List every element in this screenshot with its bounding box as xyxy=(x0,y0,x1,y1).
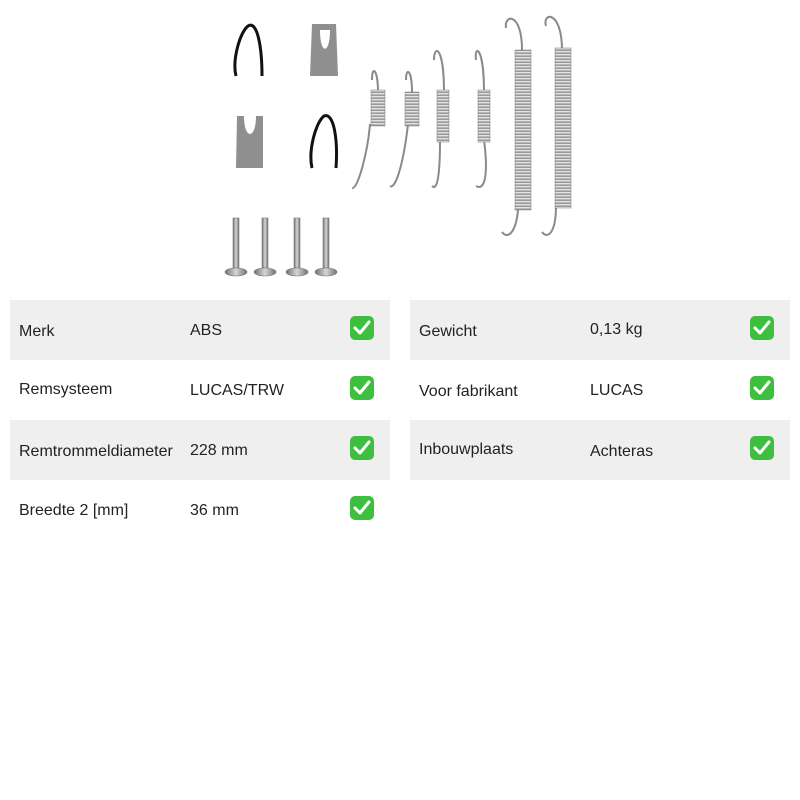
spec-value: Achteras xyxy=(590,443,654,460)
spec-value: ABS xyxy=(190,322,223,339)
spec-value: 0,13 kg xyxy=(590,321,643,338)
spec-label: Remsysteem xyxy=(19,381,113,398)
spec-row-remsysteem xyxy=(10,360,390,420)
spec-label: Inbouwplaats xyxy=(419,441,514,458)
spec-label: Remtrommeldiameter xyxy=(19,443,173,460)
brake-fitting-kit-illustration xyxy=(0,0,800,290)
spec-value: LUCAS xyxy=(590,382,644,399)
check-mark-icon xyxy=(750,376,774,400)
spec-label: Gewicht xyxy=(419,323,477,340)
spec-label: Voor fabrikant xyxy=(419,383,518,400)
spec-label: Merk xyxy=(19,323,55,340)
spec-row-breedte xyxy=(10,480,390,540)
spec-row-remtrommeldiameter xyxy=(10,420,390,480)
check-mark-icon xyxy=(750,436,774,460)
spec-row-inbouwplaats xyxy=(410,420,790,480)
spec-value: LUCAS/TRW xyxy=(190,382,284,399)
spec-row-gewicht xyxy=(410,300,790,360)
spec-table-left xyxy=(10,300,390,540)
spec-table-right xyxy=(410,300,790,480)
check-mark-icon xyxy=(350,316,374,340)
check-mark-icon xyxy=(750,316,774,340)
product-image xyxy=(0,0,800,290)
spec-label: Breedte 2 [mm] xyxy=(19,502,129,519)
check-mark-icon xyxy=(350,376,374,400)
check-mark-icon xyxy=(350,496,374,520)
spec-row-merk xyxy=(10,300,390,360)
spec-row-voor-fabrikant xyxy=(410,360,790,420)
check-mark-icon xyxy=(350,436,374,460)
spec-value: 36 mm xyxy=(190,502,239,519)
spec-value: 228 mm xyxy=(190,442,248,459)
